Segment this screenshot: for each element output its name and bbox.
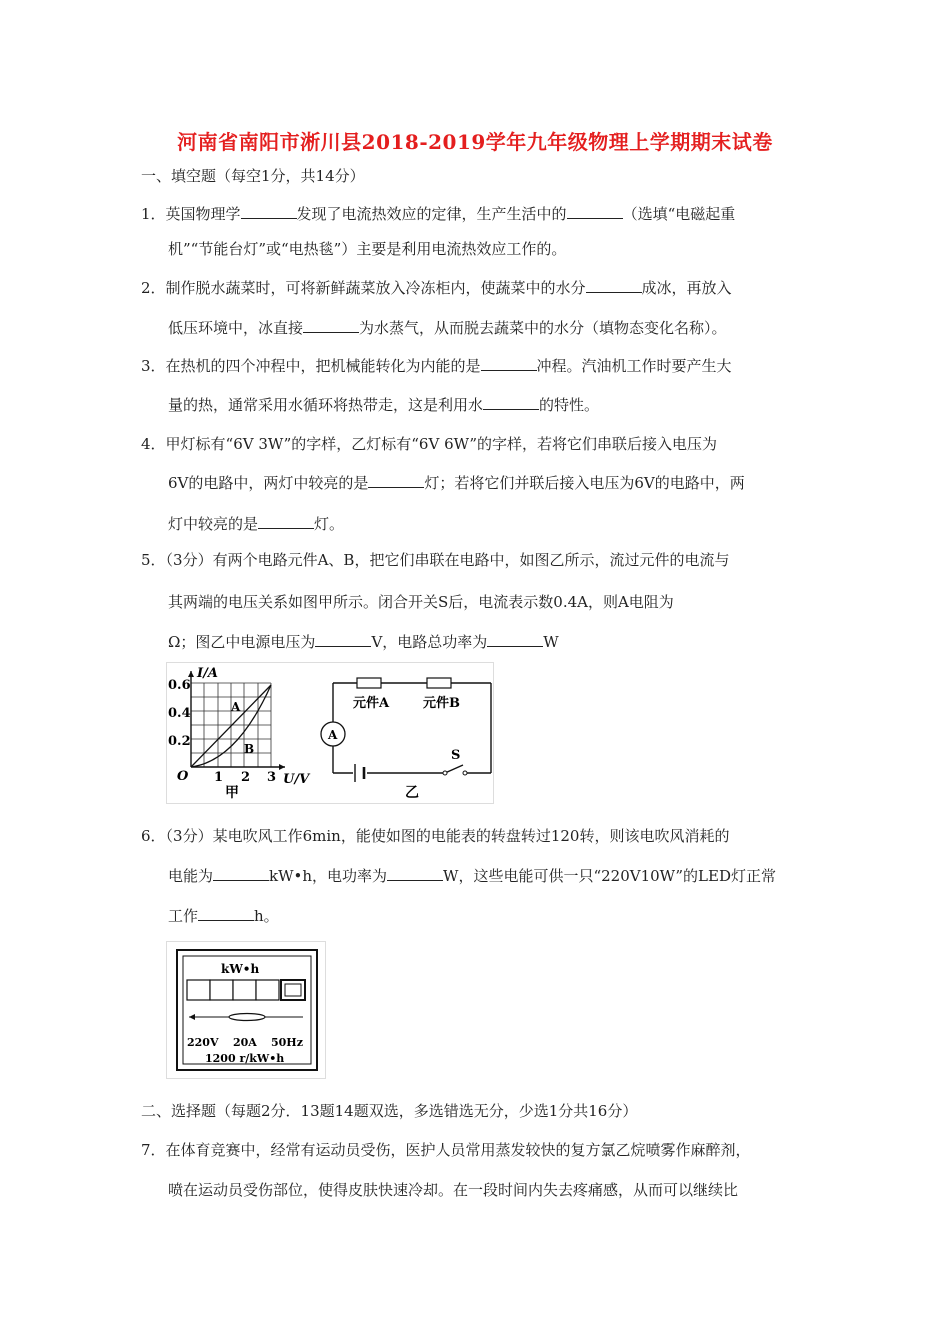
curve-b-label: B	[244, 742, 255, 756]
question-2-line-1	[141, 278, 732, 298]
q6-text-d: 工作	[168, 907, 199, 925]
q6-text-e: h。	[254, 907, 279, 925]
question-1-line-1	[141, 204, 735, 224]
q2-text-a: 2．制作脱水蔬菜时，可将新鲜蔬菜放入冷冻柜内，使蔬菜中的水分	[141, 279, 586, 297]
component-b-box	[427, 678, 451, 688]
q3-text-d: 的特性。	[539, 396, 600, 414]
question-2-line-2	[168, 318, 727, 338]
q6-text-b: kW•h，电功率为	[269, 867, 388, 885]
q1-text-c: （选填“电磁起重	[622, 205, 736, 223]
x-tick: 3	[267, 770, 277, 785]
switch-label: S	[451, 748, 461, 763]
component-a-box	[357, 678, 381, 688]
answer-blank	[198, 906, 254, 921]
answer-blank	[213, 866, 269, 881]
x-tick: 2	[241, 770, 251, 785]
answer-blank	[303, 318, 359, 333]
origin-label: O	[177, 769, 189, 784]
question-5-line-1: 5．（3分）有两个电路元件A、B，把它们串联在电路中，如图乙所示，流过元件的电流与	[141, 551, 730, 569]
q3-text-a: 3．在热机的四个冲程中，把机械能转化为内能的是	[141, 357, 481, 375]
meter-unit: kW•h	[221, 962, 260, 976]
q5-text-c: W	[543, 633, 559, 651]
q3-text-c: 量的热，通常采用水循环将热带走，这是利用水	[168, 396, 484, 414]
y-tick: 0.6	[168, 678, 191, 693]
answer-blank	[387, 866, 443, 881]
question-1-line-2: 机”“节能台灯”或“电热毯”）主要是利用电流热效应工作的。	[168, 240, 567, 258]
q5-figure-svg	[167, 663, 493, 803]
q2-text-d: 为水蒸气，从而脱去蔬菜中的水分（填物态变化名称）。	[359, 319, 727, 337]
meter-digits	[187, 980, 305, 1000]
x-axis-label: U/V	[283, 772, 310, 787]
q5-text-b: V，电路总功率为	[371, 633, 488, 651]
answer-blank	[567, 204, 623, 219]
question-4-line-3	[168, 514, 344, 534]
meter-current: 20A	[233, 1036, 257, 1049]
curve-a-label: A	[231, 700, 241, 714]
answer-blank	[315, 632, 371, 647]
x-tick: 1	[214, 770, 224, 785]
q4-text-c: 灯中较亮的是	[168, 515, 259, 533]
question-7-line-1: 7．在体育竞赛中，经常有运动员受伤，医护人员常用蒸发较快的复方氯乙烷喷雾作麻醉剂，	[141, 1141, 751, 1159]
meter-voltage: 220V	[187, 1036, 219, 1049]
q4-text-b: 灯；若将它们并联后接入电压为6V的电路中，两	[424, 474, 745, 492]
caption-right: 乙	[405, 785, 419, 801]
question-6-line-1: 6．（3分）某电吹风工作6min，能使如图的电能表的转盘转过120转，则该电吹风消耗的	[141, 827, 730, 845]
q6-text-a: 电能为	[168, 867, 214, 885]
q1-text-a: 1．英国物理学	[141, 205, 241, 223]
page-title: 河南省南阳市淅川县2018-2019学年九年级物理上学期期末试卷	[177, 130, 773, 154]
component-a-label: 元件A	[353, 696, 390, 711]
question-5-line-2: 其两端的电压关系如图甲所示。闭合开关S后，电流表示数0.4A，则A电阻为	[168, 593, 674, 611]
meter-constant: 1200 r/kW•h	[205, 1052, 285, 1065]
meter-frequency: 50Hz	[271, 1036, 303, 1049]
energy-meter-figure	[166, 941, 326, 1079]
question-4-line-1: 4．甲灯标有“6V 3W”的字样，乙灯标有“6V 6W”的字样，若将它们串联后接入电压为	[141, 435, 717, 453]
question-5-line-3	[168, 632, 559, 652]
section-heading-choice: 二、选择题（每题2分．13题14题双选，多选错选无分，少选1分共16分）	[141, 1102, 638, 1120]
answer-blank	[483, 395, 539, 410]
iu-graph	[168, 666, 311, 801]
question-3-line-1	[141, 356, 732, 376]
section-heading-fill-in: 一、填空题（每空1分，共14分）	[141, 167, 365, 185]
q2-text-c: 低压环境中，冰直接	[168, 319, 304, 337]
answer-blank	[258, 514, 314, 529]
y-tick: 0.2	[168, 734, 191, 749]
answer-blank	[368, 473, 424, 488]
question-6-line-3	[168, 906, 279, 926]
q3-text-b: 冲程。汽油机工作时要产生大	[536, 357, 732, 375]
energy-meter-svg	[167, 942, 325, 1078]
ammeter-label: A	[328, 728, 338, 742]
question-4-line-2	[168, 473, 745, 493]
component-b-label: 元件B	[423, 696, 460, 711]
answer-blank	[487, 632, 543, 647]
q5-text-a: Ω；图乙中电源电压为	[168, 633, 316, 651]
q2-text-b: 成冰，再放入	[641, 279, 732, 297]
y-axis-label: I/A	[197, 666, 218, 681]
q4-text-a: 6V的电路中，两灯中较亮的是	[168, 474, 369, 492]
caption-left: 甲	[225, 785, 239, 801]
switch-icon	[443, 771, 447, 775]
answer-blank	[586, 278, 642, 293]
circuit-diagram	[321, 678, 491, 801]
q1-text-b: 发现了电流热效应的定律，生产生活中的	[296, 205, 567, 223]
q6-text-c: W，这些电能可供一只“220V10W”的LED灯正常	[443, 867, 776, 885]
q4-text-d: 灯。	[314, 515, 345, 533]
q5-figure	[166, 662, 494, 804]
y-tick: 0.4	[168, 706, 191, 721]
question-3-line-2	[168, 395, 599, 415]
answer-blank	[481, 356, 537, 371]
answer-blank	[241, 204, 297, 219]
question-7-line-2: 喷在运动员受伤部位，使得皮肤快速冷却。在一段时间内失去疼痛感，从而可以继续比	[168, 1181, 739, 1199]
question-6-line-2	[168, 866, 776, 886]
